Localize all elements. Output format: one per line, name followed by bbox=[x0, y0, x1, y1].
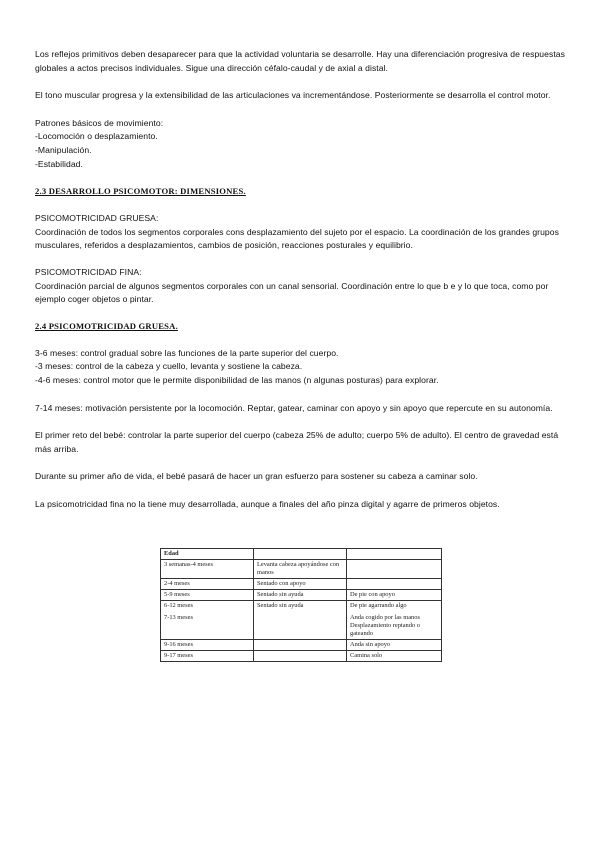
table-cell bbox=[254, 640, 347, 651]
line-3-meses: -3 meses: control de la cabeza y cuello, levanta y sostiene la cabeza. bbox=[35, 361, 303, 372]
pattern-item: -Manipulación. bbox=[35, 144, 92, 155]
section-heading-2-3: 2.3 DESARROLLO PSICOMOTOR: DIMENSIONES. bbox=[35, 186, 246, 197]
table-cell-age: 3 semanas-4 meses bbox=[161, 560, 254, 579]
paragraph-7-14: 7-14 meses: motivación persistente por la locomoción. Reptar, gatear, caminar con apoyo y sin apoyo que repercute en su autonomía. bbox=[35, 402, 553, 413]
table-row bbox=[161, 640, 442, 651]
section-heading-2-4: 2.4 PSICOMOTRICIDAD GRUESA. bbox=[35, 320, 178, 331]
milestone-text: Anda cogido por las manos Desplazamiento reptando o gateando bbox=[350, 614, 420, 637]
table-cell bbox=[347, 601, 442, 640]
table-cell-age: 9-16 meses bbox=[161, 640, 254, 651]
fina-title: PSICOMOTRICIDAD FINA: bbox=[35, 266, 142, 277]
table-cell-age: 2-4 meses bbox=[161, 579, 254, 590]
table-row bbox=[161, 579, 442, 590]
table-cell: Anda sin apoyo bbox=[347, 640, 442, 651]
line-3-6-meses: 3-6 meses: control gradual sobre las funciones de la parte superior del cuerpo. bbox=[35, 347, 339, 358]
table-cell: De pie con apoyo bbox=[347, 590, 442, 601]
table-cell-age bbox=[161, 601, 254, 640]
paragraph-reflejos: Los reflejos primitivos deben desaparecer para que la actividad voluntaria se desarrolle. Hay una diferenciación progresiva de respuestas globales a actos precisos individuales. Sigue una dirección céfalo-caudal y de axial a distal. bbox=[35, 49, 565, 73]
table-header-cell bbox=[254, 549, 347, 560]
patterns-title: Patrones básicos de movimiento: bbox=[35, 117, 164, 128]
document-body bbox=[35, 48, 565, 511]
milestone-text: De pie agarrando algo bbox=[350, 602, 407, 609]
development-table bbox=[160, 548, 442, 662]
table-cell: Sentado sin ayuda bbox=[254, 601, 347, 640]
table-cell bbox=[347, 560, 442, 579]
pattern-item: -Locomoción o desplazamiento. bbox=[35, 131, 158, 142]
paragraph-tono: El tono muscular progresa y la extensibilidad de las articulaciones va incrementándose. Posteriormente se desarrolla el control motor. bbox=[35, 90, 551, 101]
gruesa-text: Coordinación de todos los segmentos corporales cons desplazamiento del sujeto por el espacio. La coordinación de los grandes grupos musculares, referidos a desplazamientos, cambios de posición, reacciones posturales y equilibrio. bbox=[35, 226, 559, 251]
table-header-row bbox=[161, 549, 442, 560]
line-4-6-meses: -4-6 meses: control motor que le permite disponibilidad de las manos (n algunas posturas) para explorar. bbox=[35, 374, 439, 385]
fina-text: Coordinación parcial de algunos segmentos corporales con un canal sensorial. Coordinación entre lo que b e y lo que toca, como por ejemplo coger objetos o pintar. bbox=[35, 280, 549, 305]
age-label: 7-13 meses bbox=[164, 614, 193, 621]
table-cell bbox=[347, 579, 442, 590]
table-cell-age: 9-17 meses bbox=[161, 651, 254, 662]
age-label: 6-12 meses bbox=[164, 602, 193, 609]
gruesa-title: PSICOMOTRICIDAD GRUESA: bbox=[35, 213, 159, 224]
paragraph-reto: El primer reto del bebé: controlar la parte superior del cuerpo (cabeza 25% de adulto; cuerpo 5% de adulto). El centro de gravedad está más arriba. bbox=[35, 430, 559, 454]
table-row bbox=[161, 601, 442, 640]
table-cell: Levanta cabeza apoyándose con manos bbox=[254, 560, 347, 579]
paragraph-primer-ano: Durante su primer año de vida, el bebé pasará de hacer un gran esfuerzo para sostener su cabeza a caminar solo. bbox=[35, 471, 478, 482]
table-cell bbox=[254, 651, 347, 662]
table-cell: Sentado con apoyo bbox=[254, 579, 347, 590]
table-row bbox=[161, 651, 442, 662]
table-cell: Sentado sin ayuda bbox=[254, 590, 347, 601]
pattern-item: -Estabilidad. bbox=[35, 158, 83, 169]
table-header-cell bbox=[347, 549, 442, 560]
table-cell-age: 5-9 meses bbox=[161, 590, 254, 601]
table-cell: Camina solo bbox=[347, 651, 442, 662]
table-row bbox=[161, 590, 442, 601]
table-header-cell: Edad bbox=[161, 549, 254, 560]
paragraph-fina: La psicomotricidad fina no la tiene muy desarrollada, aunque a finales del año pinza digital y agarre de primeros objetos. bbox=[35, 498, 500, 509]
table-row bbox=[161, 560, 442, 579]
